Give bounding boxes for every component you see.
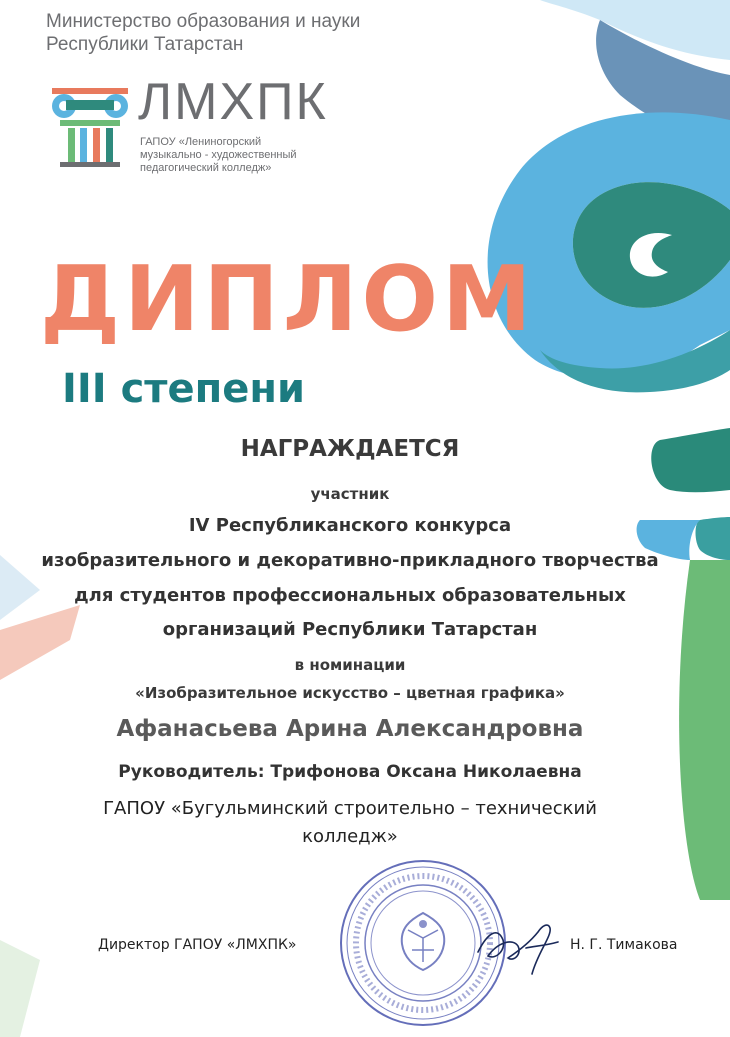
leader-name: Руководитель: Трифонова Оксана Николаевна: [118, 762, 582, 782]
college-name: [140, 136, 297, 175]
contest-line4: организаций Республики Татарстан: [162, 619, 538, 640]
contest-line1: IV Республиканского конкурса: [188, 515, 512, 536]
deco-left-green: [0, 940, 40, 1037]
signature-name: Н. Г. Тимакова: [570, 937, 678, 953]
contest-line2: изобразительного и декоративно-прикладного творчества: [41, 550, 659, 571]
ministry-header: [46, 10, 360, 56]
director-signature: [468, 912, 568, 982]
participant-label: участник: [310, 485, 390, 503]
organization-line1: ГАПОУ «Бугульминский строительно – технический: [103, 798, 597, 819]
contest-line3: для студентов профессиональных образовательных: [74, 585, 626, 606]
nomination-label: в номинации: [294, 656, 406, 674]
college-line1: ГАПОУ «Лениногорский: [140, 136, 262, 148]
recipient-name: Афанасьева Арина Александровна: [116, 716, 584, 742]
nomination-title: «Изобразительное искусство – цветная графика»: [135, 684, 565, 702]
diploma-degree: III степени: [62, 366, 306, 412]
awarded-heading: НАГРАЖДАЕТСЯ: [240, 436, 460, 462]
college-logo-icon: [48, 86, 132, 168]
organization-line2: колледж»: [302, 826, 398, 847]
ministry-line2: Республики Татарстан: [46, 34, 244, 55]
signature-position: Директор ГАПОУ «ЛМХПК»: [98, 937, 297, 953]
college-line3: педагогический колледж»: [140, 162, 272, 174]
deco-band-teal2: [696, 517, 730, 560]
diploma-title: ДИПЛОМ: [40, 247, 536, 352]
college-logo-text: ЛМХПК: [138, 73, 328, 131]
ministry-line1: Министерство образования и науки: [46, 11, 361, 32]
college-line2: музыкально - художественный: [140, 149, 297, 161]
